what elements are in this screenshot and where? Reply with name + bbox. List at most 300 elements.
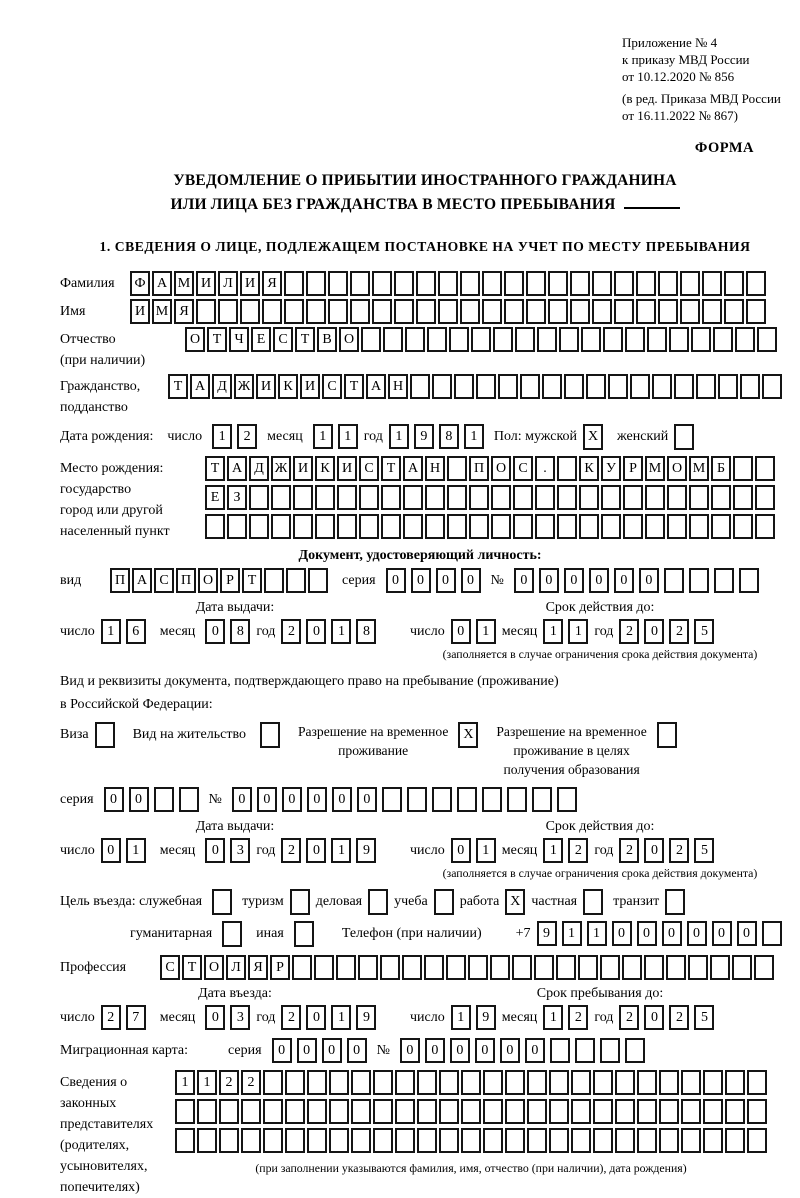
- entry-month-cells[interactable]: [205, 1005, 250, 1030]
- birthplace-cells-row1[interactable]: [205, 456, 775, 481]
- id-valid-month-cells[interactable]: [543, 619, 588, 644]
- char-cell[interactable]: С: [322, 374, 342, 399]
- char-cell[interactable]: 1: [587, 921, 607, 946]
- char-cell[interactable]: [625, 327, 645, 352]
- patronymic-cells[interactable]: [185, 327, 777, 352]
- char-cell[interactable]: Л: [218, 271, 238, 296]
- purpose-study-checkbox[interactable]: [434, 889, 454, 915]
- char-cell[interactable]: И: [256, 374, 276, 399]
- char-cell[interactable]: [645, 514, 665, 539]
- gender-male-checkbox[interactable]: X: [583, 424, 603, 450]
- char-cell[interactable]: О: [339, 327, 359, 352]
- char-cell[interactable]: 8: [230, 619, 250, 644]
- permit-issue-month-cells[interactable]: [205, 838, 250, 863]
- birth-year-cells[interactable]: [389, 424, 484, 449]
- char-cell[interactable]: [556, 955, 576, 980]
- char-cell[interactable]: [681, 1099, 701, 1124]
- char-cell[interactable]: Т: [295, 327, 315, 352]
- char-cell[interactable]: О: [491, 456, 511, 481]
- char-cell[interactable]: [733, 456, 753, 481]
- char-cell[interactable]: [570, 271, 590, 296]
- char-cell[interactable]: [505, 1128, 525, 1153]
- char-cell[interactable]: О: [667, 456, 687, 481]
- char-cell[interactable]: [623, 514, 643, 539]
- char-cell[interactable]: [739, 568, 759, 593]
- char-cell[interactable]: [724, 299, 744, 324]
- char-cell[interactable]: [337, 485, 357, 510]
- char-cell[interactable]: 0: [461, 568, 481, 593]
- purpose-transit-checkbox[interactable]: [665, 889, 685, 915]
- id-vid-cells[interactable]: [110, 568, 328, 593]
- char-cell[interactable]: 0: [104, 787, 124, 812]
- char-cell[interactable]: [614, 299, 634, 324]
- char-cell[interactable]: [537, 327, 557, 352]
- char-cell[interactable]: 0: [451, 838, 471, 863]
- char-cell[interactable]: [703, 1099, 723, 1124]
- permit-valid-month-cells[interactable]: [543, 838, 588, 863]
- char-cell[interactable]: [483, 1128, 503, 1153]
- char-cell[interactable]: [307, 1128, 327, 1153]
- char-cell[interactable]: [615, 1070, 635, 1095]
- char-cell[interactable]: [601, 485, 621, 510]
- char-cell[interactable]: 9: [414, 424, 434, 449]
- char-cell[interactable]: [733, 485, 753, 510]
- char-cell[interactable]: [405, 327, 425, 352]
- citizenship-cells[interactable]: [168, 374, 782, 399]
- char-cell[interactable]: [703, 1070, 723, 1095]
- char-cell[interactable]: [469, 514, 489, 539]
- char-cell[interactable]: [154, 787, 174, 812]
- char-cell[interactable]: [644, 955, 664, 980]
- char-cell[interactable]: А: [152, 271, 172, 296]
- char-cell[interactable]: 0: [644, 619, 664, 644]
- char-cell[interactable]: З: [227, 485, 247, 510]
- char-cell[interactable]: И: [293, 456, 313, 481]
- char-cell[interactable]: [680, 271, 700, 296]
- char-cell[interactable]: [227, 514, 247, 539]
- purpose-other-checkbox[interactable]: [294, 921, 314, 947]
- char-cell[interactable]: [427, 327, 447, 352]
- char-cell[interactable]: [359, 514, 379, 539]
- birthplace-cells-row2[interactable]: [205, 485, 775, 510]
- id-valid-day-cells[interactable]: [451, 619, 496, 644]
- char-cell[interactable]: [285, 1070, 305, 1095]
- char-cell[interactable]: [725, 1070, 745, 1095]
- legal-reps-cells-row1[interactable]: [175, 1070, 767, 1095]
- char-cell[interactable]: [329, 1099, 349, 1124]
- char-cell[interactable]: [395, 1070, 415, 1095]
- char-cell[interactable]: Р: [220, 568, 240, 593]
- char-cell[interactable]: [417, 1099, 437, 1124]
- char-cell[interactable]: [372, 271, 392, 296]
- char-cell[interactable]: 2: [219, 1070, 239, 1095]
- char-cell[interactable]: [328, 271, 348, 296]
- char-cell[interactable]: [557, 787, 577, 812]
- char-cell[interactable]: [689, 514, 709, 539]
- char-cell[interactable]: [373, 1070, 393, 1095]
- char-cell[interactable]: У: [601, 456, 621, 481]
- char-cell[interactable]: [548, 299, 568, 324]
- char-cell[interactable]: 0: [205, 619, 225, 644]
- id-number-cells[interactable]: [514, 568, 759, 593]
- char-cell[interactable]: [359, 485, 379, 510]
- char-cell[interactable]: [647, 327, 667, 352]
- char-cell[interactable]: О: [198, 568, 218, 593]
- char-cell[interactable]: М: [689, 456, 709, 481]
- char-cell[interactable]: [637, 1070, 657, 1095]
- char-cell[interactable]: [314, 955, 334, 980]
- char-cell[interactable]: [535, 514, 555, 539]
- char-cell[interactable]: П: [176, 568, 196, 593]
- char-cell[interactable]: [747, 1099, 767, 1124]
- surname-cells[interactable]: [130, 271, 766, 296]
- char-cell[interactable]: [659, 1099, 679, 1124]
- legal-reps-cells-row3[interactable]: [175, 1128, 767, 1153]
- char-cell[interactable]: 0: [332, 787, 352, 812]
- char-cell[interactable]: [702, 299, 722, 324]
- char-cell[interactable]: 0: [306, 838, 326, 863]
- char-cell[interactable]: [491, 514, 511, 539]
- char-cell[interactable]: И: [240, 271, 260, 296]
- char-cell[interactable]: [755, 456, 775, 481]
- char-cell[interactable]: В: [317, 327, 337, 352]
- phone-cells[interactable]: [537, 921, 782, 946]
- char-cell[interactable]: [754, 955, 774, 980]
- char-cell[interactable]: [575, 1038, 595, 1063]
- char-cell[interactable]: [735, 327, 755, 352]
- entry-year-cells[interactable]: [281, 1005, 376, 1030]
- char-cell[interactable]: Р: [623, 456, 643, 481]
- char-cell[interactable]: А: [403, 456, 423, 481]
- char-cell[interactable]: 0: [614, 568, 634, 593]
- char-cell[interactable]: [439, 1099, 459, 1124]
- char-cell[interactable]: И: [196, 271, 216, 296]
- char-cell[interactable]: [557, 485, 577, 510]
- char-cell[interactable]: [513, 514, 533, 539]
- char-cell[interactable]: Я: [262, 271, 282, 296]
- char-cell[interactable]: [592, 271, 612, 296]
- char-cell[interactable]: [603, 327, 623, 352]
- char-cell[interactable]: [262, 299, 282, 324]
- char-cell[interactable]: 1: [197, 1070, 217, 1095]
- char-cell[interactable]: 0: [306, 1005, 326, 1030]
- char-cell[interactable]: 0: [644, 1005, 664, 1030]
- char-cell[interactable]: 0: [451, 619, 471, 644]
- char-cell[interactable]: [507, 787, 527, 812]
- char-cell[interactable]: [425, 514, 445, 539]
- char-cell[interactable]: 1: [338, 424, 358, 449]
- char-cell[interactable]: [549, 1070, 569, 1095]
- char-cell[interactable]: [438, 299, 458, 324]
- char-cell[interactable]: [306, 299, 326, 324]
- char-cell[interactable]: 0: [644, 838, 664, 863]
- char-cell[interactable]: [725, 1099, 745, 1124]
- char-cell[interactable]: [593, 1128, 613, 1153]
- char-cell[interactable]: [732, 955, 752, 980]
- char-cell[interactable]: [512, 955, 532, 980]
- char-cell[interactable]: [762, 374, 782, 399]
- char-cell[interactable]: 0: [205, 1005, 225, 1030]
- char-cell[interactable]: [505, 1099, 525, 1124]
- char-cell[interactable]: [469, 485, 489, 510]
- char-cell[interactable]: Е: [251, 327, 271, 352]
- char-cell[interactable]: 9: [356, 1005, 376, 1030]
- char-cell[interactable]: [689, 485, 709, 510]
- char-cell[interactable]: [461, 1070, 481, 1095]
- char-cell[interactable]: 0: [612, 921, 632, 946]
- char-cell[interactable]: [284, 299, 304, 324]
- char-cell[interactable]: [527, 1099, 547, 1124]
- char-cell[interactable]: [358, 955, 378, 980]
- char-cell[interactable]: 0: [400, 1038, 420, 1063]
- char-cell[interactable]: [637, 1128, 657, 1153]
- char-cell[interactable]: [329, 1128, 349, 1153]
- char-cell[interactable]: О: [185, 327, 205, 352]
- char-cell[interactable]: [395, 1099, 415, 1124]
- char-cell[interactable]: С: [513, 456, 533, 481]
- char-cell[interactable]: [622, 955, 642, 980]
- char-cell[interactable]: 0: [662, 921, 682, 946]
- char-cell[interactable]: 9: [537, 921, 557, 946]
- char-cell[interactable]: [493, 327, 513, 352]
- char-cell[interactable]: [667, 485, 687, 510]
- char-cell[interactable]: [504, 271, 524, 296]
- char-cell[interactable]: [549, 1099, 569, 1124]
- char-cell[interactable]: [696, 374, 716, 399]
- char-cell[interactable]: 1: [331, 838, 351, 863]
- char-cell[interactable]: [337, 514, 357, 539]
- char-cell[interactable]: 0: [322, 1038, 342, 1063]
- char-cell[interactable]: [263, 1099, 283, 1124]
- char-cell[interactable]: 9: [476, 1005, 496, 1030]
- char-cell[interactable]: [534, 955, 554, 980]
- char-cell[interactable]: [718, 374, 738, 399]
- char-cell[interactable]: 1: [389, 424, 409, 449]
- char-cell[interactable]: Р: [270, 955, 290, 980]
- purpose-private-checkbox[interactable]: [583, 889, 603, 915]
- char-cell[interactable]: [491, 485, 511, 510]
- char-cell[interactable]: [542, 374, 562, 399]
- char-cell[interactable]: [490, 955, 510, 980]
- char-cell[interactable]: [381, 485, 401, 510]
- char-cell[interactable]: 0: [425, 1038, 445, 1063]
- migration-number-cells[interactable]: [400, 1038, 645, 1063]
- char-cell[interactable]: [432, 787, 452, 812]
- char-cell[interactable]: 0: [272, 1038, 292, 1063]
- char-cell[interactable]: А: [366, 374, 386, 399]
- char-cell[interactable]: [205, 514, 225, 539]
- char-cell[interactable]: 1: [568, 619, 588, 644]
- char-cell[interactable]: [402, 955, 422, 980]
- char-cell[interactable]: [636, 299, 656, 324]
- char-cell[interactable]: 0: [525, 1038, 545, 1063]
- char-cell[interactable]: [361, 327, 381, 352]
- stay-day-cells[interactable]: [451, 1005, 496, 1030]
- char-cell[interactable]: 2: [619, 1005, 639, 1030]
- char-cell[interactable]: [652, 374, 672, 399]
- char-cell[interactable]: Е: [205, 485, 225, 510]
- char-cell[interactable]: [350, 299, 370, 324]
- char-cell[interactable]: [264, 568, 284, 593]
- char-cell[interactable]: [581, 327, 601, 352]
- char-cell[interactable]: 2: [241, 1070, 261, 1095]
- char-cell[interactable]: [218, 299, 238, 324]
- char-cell[interactable]: [446, 955, 466, 980]
- char-cell[interactable]: 9: [356, 838, 376, 863]
- char-cell[interactable]: А: [132, 568, 152, 593]
- char-cell[interactable]: 0: [386, 568, 406, 593]
- char-cell[interactable]: [527, 1128, 547, 1153]
- char-cell[interactable]: [417, 1070, 437, 1095]
- char-cell[interactable]: Д: [212, 374, 232, 399]
- char-cell[interactable]: [688, 955, 708, 980]
- char-cell[interactable]: Н: [388, 374, 408, 399]
- char-cell[interactable]: 0: [205, 838, 225, 863]
- char-cell[interactable]: [336, 955, 356, 980]
- char-cell[interactable]: [600, 1038, 620, 1063]
- char-cell[interactable]: [691, 327, 711, 352]
- char-cell[interactable]: [513, 485, 533, 510]
- char-cell[interactable]: [449, 327, 469, 352]
- char-cell[interactable]: [175, 1128, 195, 1153]
- char-cell[interactable]: [285, 1099, 305, 1124]
- char-cell[interactable]: Т: [381, 456, 401, 481]
- char-cell[interactable]: [505, 1070, 525, 1095]
- char-cell[interactable]: Я: [174, 299, 194, 324]
- char-cell[interactable]: 0: [297, 1038, 317, 1063]
- char-cell[interactable]: [394, 299, 414, 324]
- char-cell[interactable]: 0: [475, 1038, 495, 1063]
- id-series-cells[interactable]: [386, 568, 481, 593]
- char-cell[interactable]: 2: [669, 838, 689, 863]
- char-cell[interactable]: [315, 485, 335, 510]
- char-cell[interactable]: [454, 374, 474, 399]
- char-cell[interactable]: К: [315, 456, 335, 481]
- char-cell[interactable]: М: [174, 271, 194, 296]
- char-cell[interactable]: [483, 1099, 503, 1124]
- char-cell[interactable]: [586, 374, 606, 399]
- char-cell[interactable]: Т: [205, 456, 225, 481]
- char-cell[interactable]: [196, 299, 216, 324]
- birth-day-cells[interactable]: [212, 424, 257, 449]
- char-cell[interactable]: 2: [568, 838, 588, 863]
- char-cell[interactable]: [757, 327, 777, 352]
- char-cell[interactable]: [219, 1099, 239, 1124]
- char-cell[interactable]: 0: [436, 568, 456, 593]
- char-cell[interactable]: 0: [637, 921, 657, 946]
- char-cell[interactable]: Т: [207, 327, 227, 352]
- char-cell[interactable]: [666, 955, 686, 980]
- char-cell[interactable]: [403, 514, 423, 539]
- char-cell[interactable]: [578, 955, 598, 980]
- char-cell[interactable]: [520, 374, 540, 399]
- temp-residence-edu-checkbox[interactable]: [657, 722, 677, 748]
- char-cell[interactable]: 0: [347, 1038, 367, 1063]
- char-cell[interactable]: 0: [687, 921, 707, 946]
- char-cell[interactable]: [636, 271, 656, 296]
- char-cell[interactable]: 1: [543, 1005, 563, 1030]
- char-cell[interactable]: [498, 374, 518, 399]
- char-cell[interactable]: [713, 327, 733, 352]
- char-cell[interactable]: [593, 1070, 613, 1095]
- char-cell[interactable]: 0: [737, 921, 757, 946]
- char-cell[interactable]: [548, 271, 568, 296]
- char-cell[interactable]: [557, 456, 577, 481]
- char-cell[interactable]: [271, 514, 291, 539]
- char-cell[interactable]: К: [579, 456, 599, 481]
- char-cell[interactable]: [483, 1070, 503, 1095]
- char-cell[interactable]: [438, 271, 458, 296]
- id-issue-year-cells[interactable]: [281, 619, 376, 644]
- char-cell[interactable]: [550, 1038, 570, 1063]
- char-cell[interactable]: Я: [248, 955, 268, 980]
- char-cell[interactable]: [308, 568, 328, 593]
- char-cell[interactable]: О: [204, 955, 224, 980]
- char-cell[interactable]: [702, 271, 722, 296]
- char-cell[interactable]: [579, 485, 599, 510]
- char-cell[interactable]: [571, 1070, 591, 1095]
- char-cell[interactable]: [740, 374, 760, 399]
- char-cell[interactable]: [240, 299, 260, 324]
- char-cell[interactable]: 1: [331, 619, 351, 644]
- char-cell[interactable]: Н: [425, 456, 445, 481]
- char-cell[interactable]: С: [160, 955, 180, 980]
- char-cell[interactable]: 0: [101, 838, 121, 863]
- char-cell[interactable]: [197, 1099, 217, 1124]
- permit-issue-year-cells[interactable]: [281, 838, 376, 863]
- char-cell[interactable]: 1: [331, 1005, 351, 1030]
- char-cell[interactable]: [724, 271, 744, 296]
- temp-residence-checkbox[interactable]: X: [458, 722, 478, 748]
- char-cell[interactable]: [600, 955, 620, 980]
- char-cell[interactable]: 1: [101, 619, 121, 644]
- char-cell[interactable]: 0: [306, 619, 326, 644]
- char-cell[interactable]: [535, 485, 555, 510]
- permit-number-cells[interactable]: [232, 787, 577, 812]
- char-cell[interactable]: [394, 271, 414, 296]
- char-cell[interactable]: [714, 568, 734, 593]
- char-cell[interactable]: [515, 327, 535, 352]
- profession-cells[interactable]: [160, 955, 774, 980]
- char-cell[interactable]: [249, 514, 269, 539]
- char-cell[interactable]: 6: [126, 619, 146, 644]
- purpose-tourism-checkbox[interactable]: [290, 889, 310, 915]
- gender-female-checkbox[interactable]: [674, 424, 694, 450]
- char-cell[interactable]: [482, 299, 502, 324]
- char-cell[interactable]: [219, 1128, 239, 1153]
- char-cell[interactable]: И: [300, 374, 320, 399]
- char-cell[interactable]: [457, 787, 477, 812]
- char-cell[interactable]: 3: [230, 1005, 250, 1030]
- char-cell[interactable]: Т: [344, 374, 364, 399]
- char-cell[interactable]: [271, 485, 291, 510]
- char-cell[interactable]: [382, 787, 402, 812]
- char-cell[interactable]: [306, 271, 326, 296]
- char-cell[interactable]: 1: [212, 424, 232, 449]
- char-cell[interactable]: [593, 1099, 613, 1124]
- char-cell[interactable]: [373, 1128, 393, 1153]
- char-cell[interactable]: 2: [281, 838, 301, 863]
- name-cells[interactable]: [130, 299, 766, 324]
- char-cell[interactable]: [681, 1128, 701, 1153]
- char-cell[interactable]: 8: [356, 619, 376, 644]
- char-cell[interactable]: 1: [476, 619, 496, 644]
- char-cell[interactable]: [197, 1128, 217, 1153]
- char-cell[interactable]: 2: [281, 1005, 301, 1030]
- char-cell[interactable]: [383, 327, 403, 352]
- char-cell[interactable]: [601, 514, 621, 539]
- char-cell[interactable]: [175, 1099, 195, 1124]
